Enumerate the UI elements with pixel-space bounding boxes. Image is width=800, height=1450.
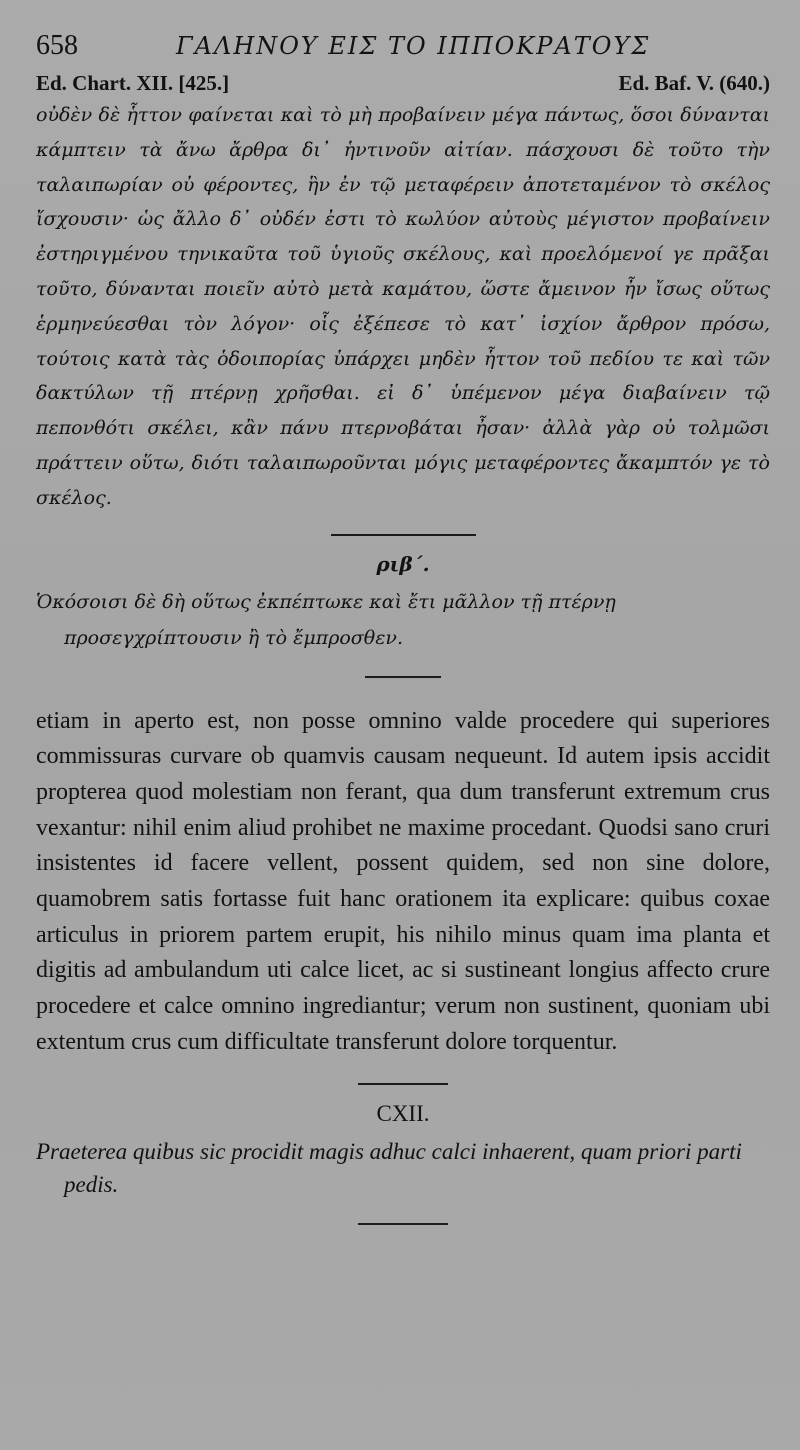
greek-section-number: ριβ΄. <box>376 551 430 576</box>
section-divider <box>331 534 476 536</box>
edition-basel-ref: Ed. Baf. V. (640.) <box>618 71 770 95</box>
section-divider <box>358 1223 448 1225</box>
latin-commentary <box>36 704 770 1061</box>
greek-aphorism: Ὁκόσοισι δὲ δὴ οὕτως ἐκπέπτωκε καὶ ἔτι μᾶλλον τῇ πτέρνῃ προσεγχρίπτουσιν ἢ τὸ ἔμπροσθεν. <box>36 590 616 649</box>
latin-section-number: CXII. <box>376 1100 430 1126</box>
greek-commentary <box>36 98 770 516</box>
edition-chartier-ref: Ed. Chart. XII. [425.] <box>36 71 230 95</box>
edition-references <box>36 68 770 98</box>
running-head <box>36 0 770 68</box>
page-number: 658 <box>36 30 78 61</box>
section-divider <box>365 676 441 678</box>
running-title: ΓΑΛΗΝΟΥ ΕΙΣ ΤΟ ΙΠΠΟΚΡΑΤΟΥΣ <box>176 32 651 60</box>
section-divider <box>358 1083 448 1085</box>
latin-commentary-text: etiam in aperto est, non posse omnino valde procedere qui superiores commissuras curvare ob quamvis causam nequeunt. Id autem ipsis accidit propterea quod molestiam non ferant, qua dum transferunt extremum crus vexantur: nihil enim aliud prohibet ne maxime procedant. Quodsi sano cruri insistentes id facere vellent, possent quidem, sed non sine dolore, quamobrem satis fortasse fuit hanc orationem ita explicare: quibus coxae articulus in priorem partem erupit, his nihilo minus quam ima planta et digitis ad ambulandum uti calce licet, ac si sustineant longius affecto crure procedere et calce omnino ingrediantur; verum non sustinent, quoniam ubi extentum crus cum difficultate transferunt dolore torquentur. <box>36 707 770 1055</box>
greek-commentary-text: οὐδὲν δὲ ἧττον φαίνεται καὶ τὸ μὴ προβαίνειν μέγα πάντως, ὅσοι δύνανται κάμπτειν τὰ ἄνω ἄρθρα δι᾽ ἡντινοῦν αἰτίαν. πάσχουσι δὲ τοῦτο τὴν ταλαιπωρίαν οὐ φέροντες, ἣν ἐν τῷ μεταφέρειν ἀποτεταμένον τὸ σκέλος ἴσχουσιν· ὡς ἄλλο δ᾽ οὐδέν ἐστι τὸ κωλύον αὐτοὺς μέγιστον προβαίνειν ἐστηριγμένου τηνικαῦτα τοῦ ὑγιοῦς σκέλους, καὶ προελόμενοί γε πρᾶξαι τοῦτο, δύνανται ποιεῖν αὐτὸ μετὰ καμάτου, ὥστε ἄμεινον ἦν ἴσως οὕτως ἑρμηνεύεσθαι τὸν λόγον· οἷς ἐξέπεσε τὸ κατ᾽ ἰσχίον ἄρθρον πρόσω, τούτοις κατὰ τὰς ὁδοιπορίας ὑπάρχει μηδὲν ἧττον τοῦ πεδίου τε καὶ τῶν δακτύλων τῇ πτέρνῃ χρῆσθαι. εἰ δ᾽ ὑπέμενον μέγα διαβαίνειν τῷ πεπονθότι σκέλει, κἂν πάνυ πτερνοβάται ἦσαν· ἀλλὰ γὰρ οὐ τολμῶσι πράττειν οὕτω, διότι ταλαιπωροῦνται μόγις μεταφέροντες ἄκαμπτόν γε τὸ σκέλος. <box>36 104 770 509</box>
latin-aphorism: Praeterea quibus sic procidit magis adhuc calci inhaerent, quam priori parti pedis. <box>36 1138 742 1197</box>
